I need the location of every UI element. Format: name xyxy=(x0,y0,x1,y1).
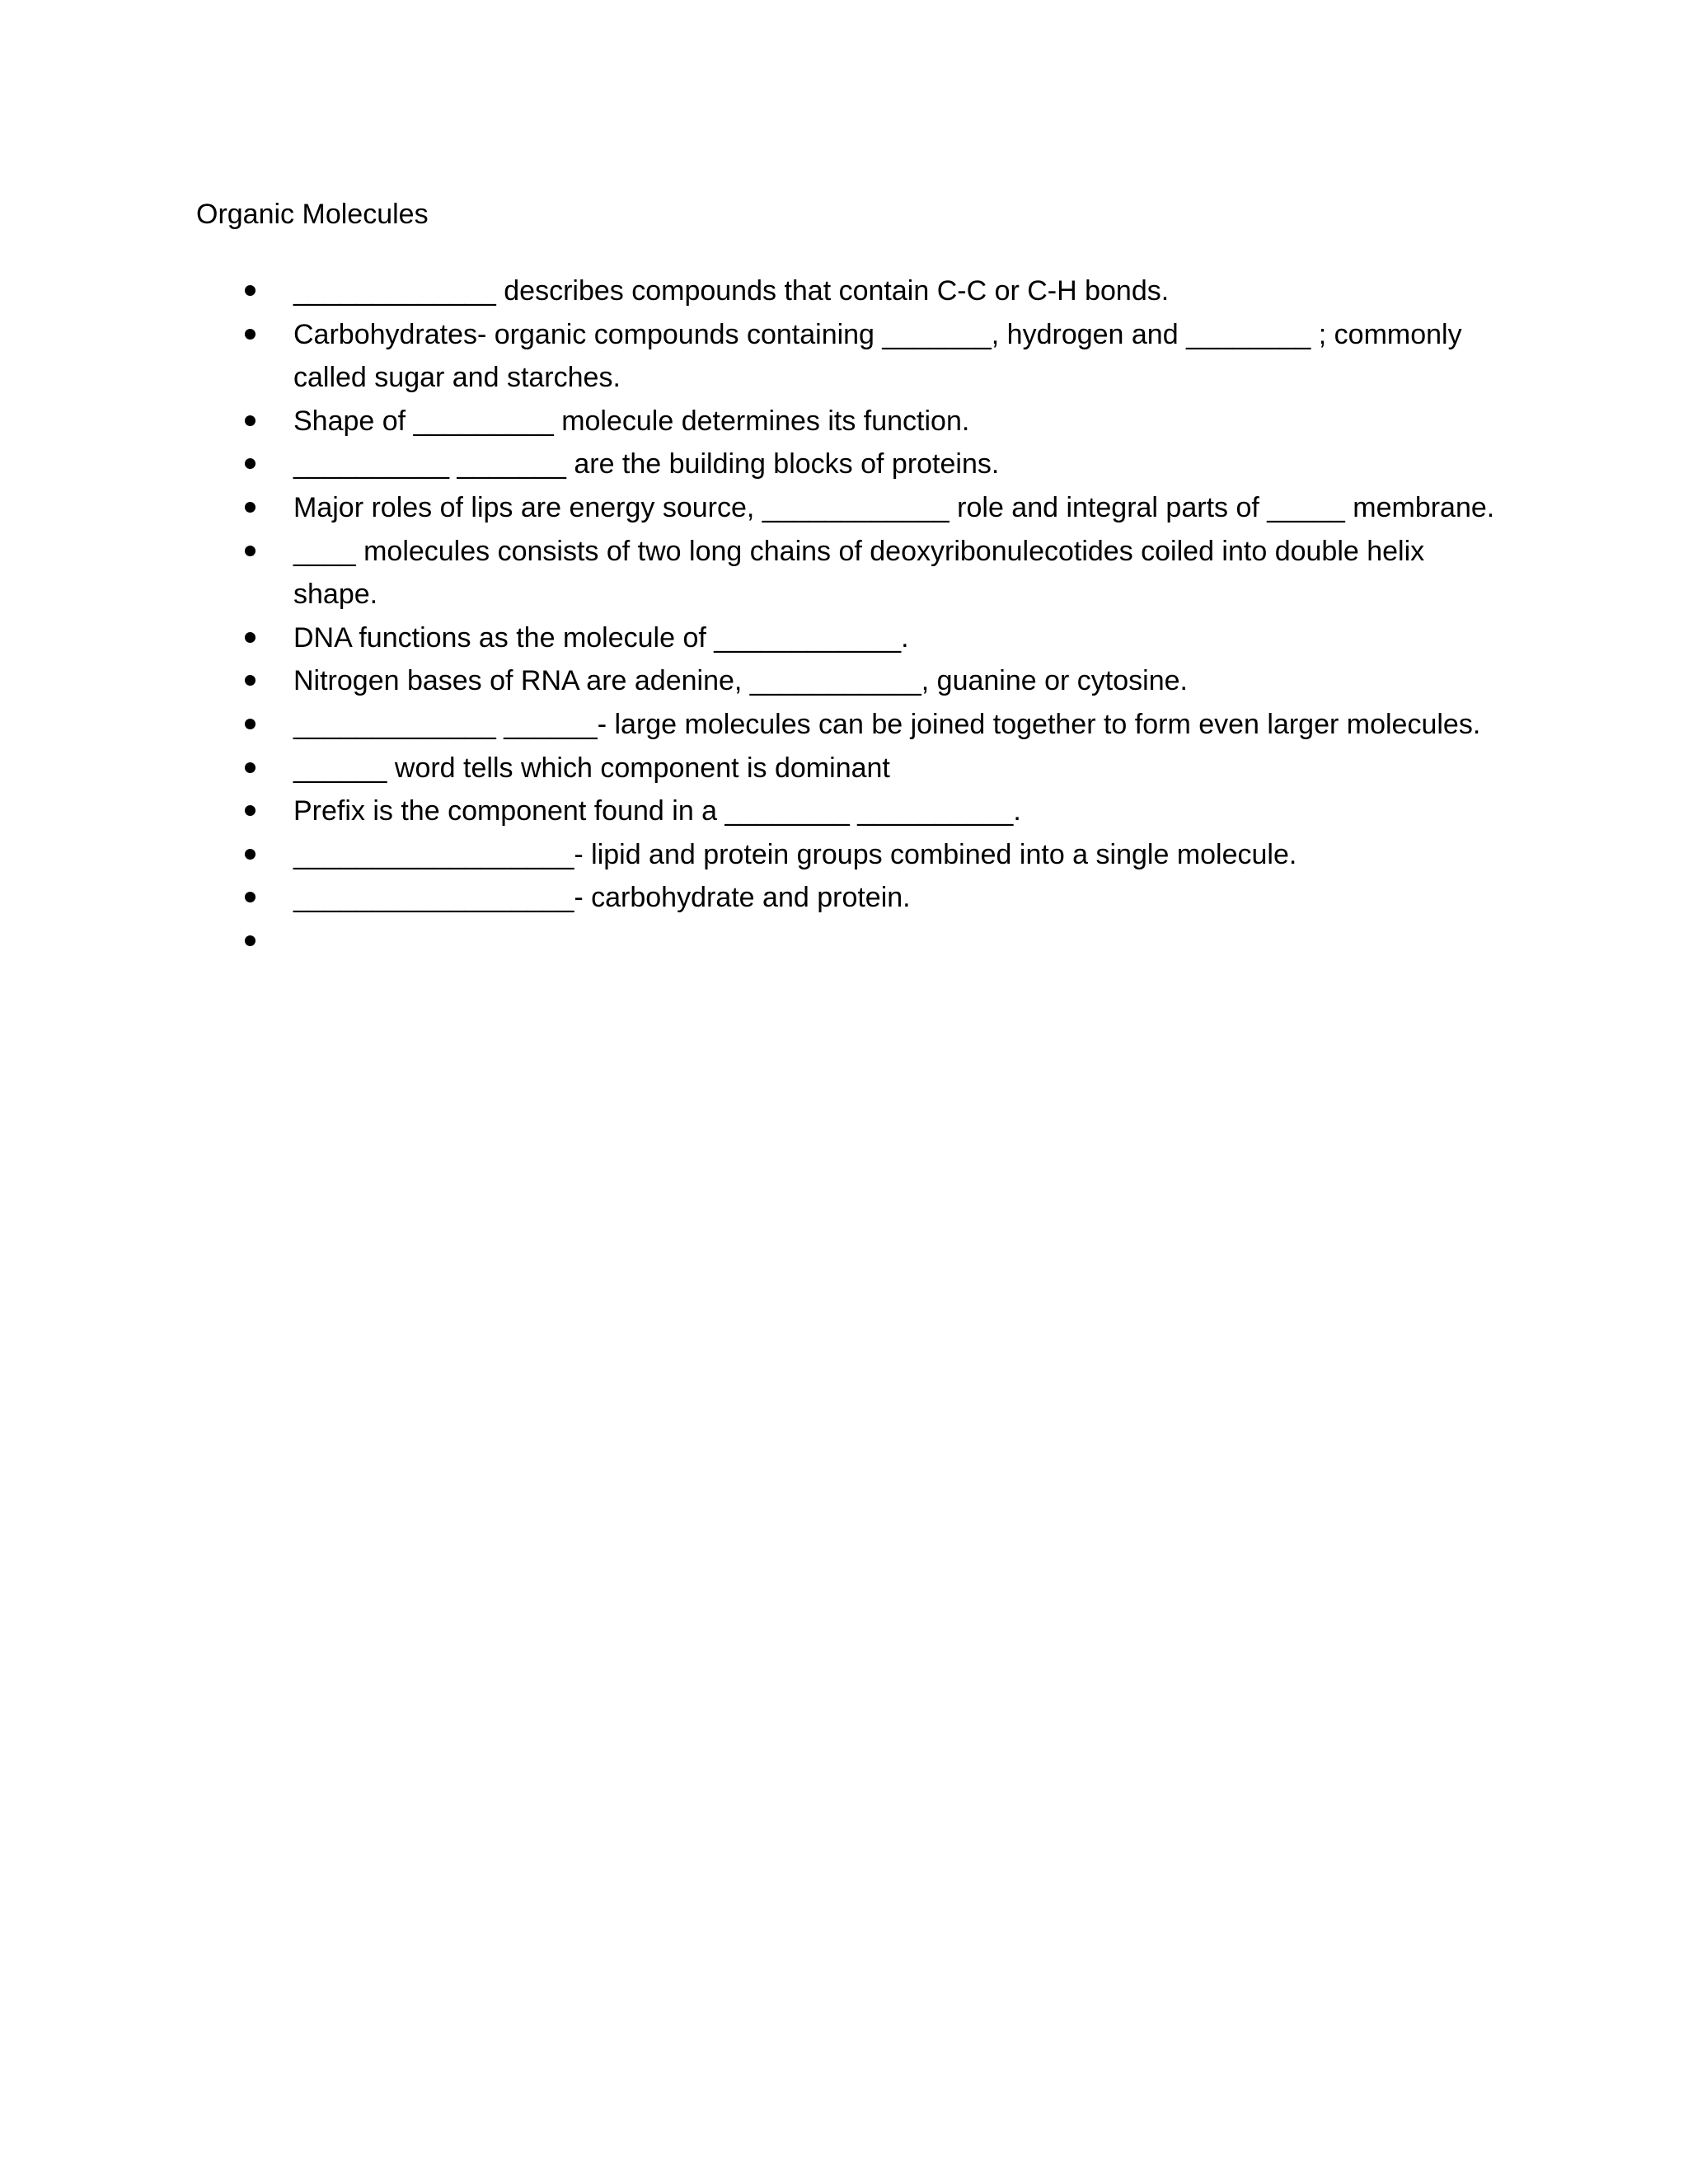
list-item-text: __________ _______ are the building blocks of proteins. xyxy=(293,448,1000,480)
list-item xyxy=(196,486,1515,530)
bullet-icon xyxy=(245,329,256,340)
list-item-text: __________________- lipid and protein groups combined into a single molecule. xyxy=(293,838,1297,870)
list-item-text: Shape of _________ molecule determines its function. xyxy=(293,405,970,437)
bullet-icon xyxy=(245,415,256,426)
document-title: Organic Molecules xyxy=(196,199,429,230)
list-item-text: ______ word tells which component is dominant xyxy=(293,752,890,784)
list-item xyxy=(196,703,1515,747)
bullet-icon xyxy=(245,546,256,556)
list-item xyxy=(196,269,1515,313)
bullet-icon xyxy=(245,632,256,643)
bullet-icon xyxy=(245,805,256,816)
list-item-text: _____________ describes compounds that contain C-C or C-H bonds. xyxy=(293,275,1170,307)
list-item-text: Prefix is the component found in a ________ __________. xyxy=(293,795,1021,827)
bullet-icon xyxy=(245,719,256,729)
list-item-text: _____________ ______- large molecules can be joined together to form even larger molecules. xyxy=(293,708,1481,740)
list-item xyxy=(196,530,1515,616)
bullet-list xyxy=(196,269,1515,963)
bullet-icon xyxy=(245,502,256,513)
bullet-icon xyxy=(245,892,256,902)
list-item xyxy=(196,790,1515,833)
bullet-icon xyxy=(245,849,256,860)
bullet-icon xyxy=(245,675,256,686)
list-item xyxy=(196,920,1515,963)
list-item xyxy=(196,313,1515,400)
list-item xyxy=(196,747,1515,790)
list-item xyxy=(196,616,1515,660)
list-item-text: Carbohydrates- organic compounds containing _______, hydrogen and ________ ; commonly called sugar and starches. xyxy=(293,318,1470,394)
list-item xyxy=(196,400,1515,443)
list-item xyxy=(196,443,1515,486)
list-item-text: __________________- carbohydrate and protein. xyxy=(293,882,911,914)
bullet-icon xyxy=(245,458,256,469)
list-item-text: Major roles of lips are energy source, ____________ role and integral parts of _____ membrane. xyxy=(293,491,1495,523)
list-item-text xyxy=(293,920,1515,963)
list-item xyxy=(196,876,1515,920)
list-item-text: ____ molecules consists of two long chains of deoxyribonulecotides coiled into double helix shape. xyxy=(293,535,1432,611)
bullet-icon xyxy=(245,935,256,946)
bullet-icon xyxy=(245,285,256,296)
bullet-icon xyxy=(245,762,256,773)
list-item xyxy=(196,833,1515,877)
list-item xyxy=(196,659,1515,703)
list-item-text: Nitrogen bases of RNA are adenine, ___________, guanine or cytosine. xyxy=(293,665,1188,697)
list-item-text: DNA functions as the molecule of ____________. xyxy=(293,621,909,654)
